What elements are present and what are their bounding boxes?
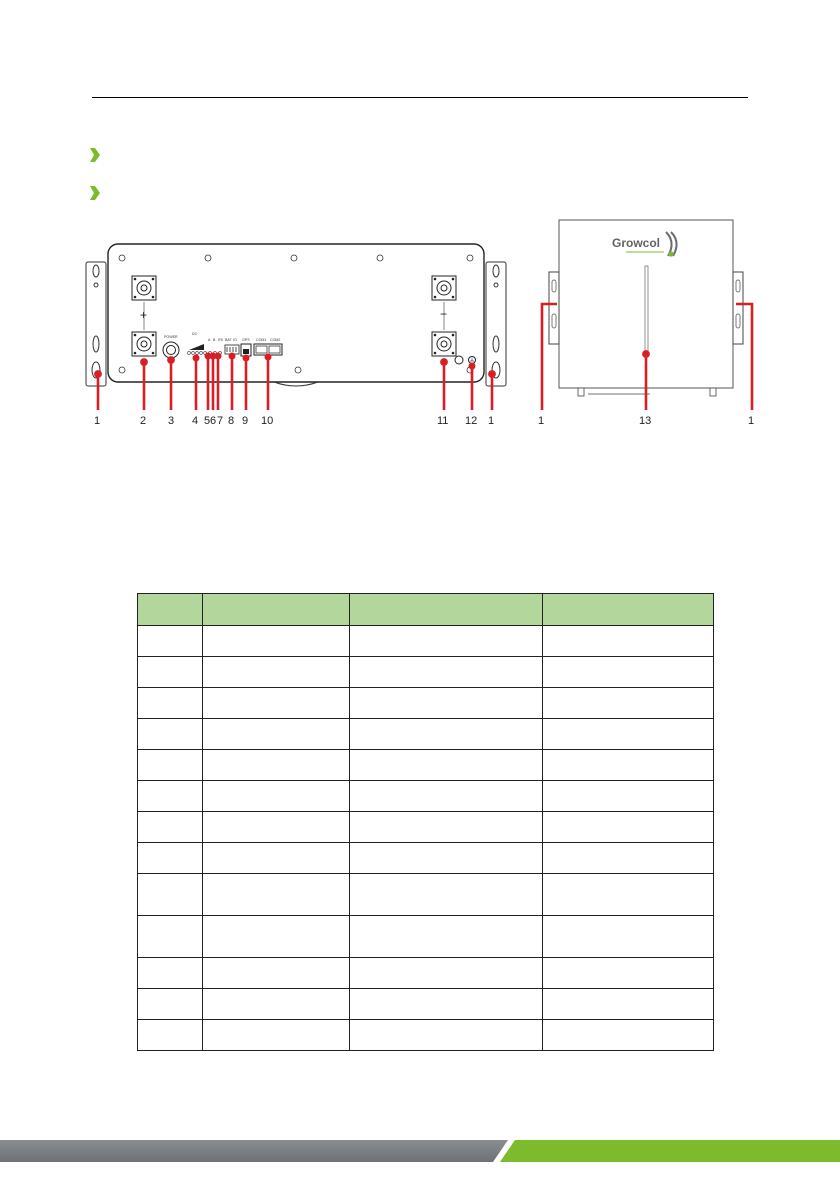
table-cell [138,843,203,874]
callout-number: 9 [242,415,249,427]
callout-number: 2 [140,415,147,427]
svg-text:A: A [208,338,211,342]
table-cell [543,874,714,916]
table-cell [350,657,543,688]
table-cell [350,812,543,843]
callout-number: 3 [168,415,175,427]
front-panel-figure [84,240,512,432]
header-cell [203,594,350,626]
callout-number: 1 [488,415,495,427]
gps-port [241,338,251,356]
bullet-arrow-icon [89,147,101,163]
table-cell [138,989,203,1020]
svg-text:IO: IO [233,338,237,342]
table-cell [203,812,350,843]
table-cell [203,781,350,812]
table-cell [543,843,714,874]
svg-text:DC: DC [192,332,198,336]
callout-number: 11 [437,415,449,427]
table-cell [138,719,203,750]
table-row [138,657,714,688]
table-cell [350,626,543,657]
table-cell [138,688,203,719]
callout-number: 4 [192,415,199,427]
callout-number: 5 [204,415,211,427]
side-view-figure [530,214,766,432]
mounting-ear-right [486,262,506,386]
table-cell [350,719,543,750]
table-cell [203,843,350,874]
table-cell [350,874,543,916]
table-cell [543,916,714,958]
table-cell [543,989,714,1020]
table-cell [203,688,350,719]
table-cell [543,688,714,719]
table-cell [203,750,350,781]
table-row [138,1020,714,1051]
callout-number: 1 [94,415,101,427]
table-cell [350,989,543,1020]
callout-number: 12 [465,415,478,427]
table-row [138,874,714,916]
callout-number: 8 [228,415,235,427]
antenna-connector-top-left [132,276,156,300]
power-switch [163,335,179,358]
table-cell [543,1020,714,1051]
table-cell [203,874,350,916]
side-bracket-right [733,272,743,344]
table-cell [543,958,714,989]
table-cell [543,657,714,688]
svg-text:GPS: GPS [242,338,250,342]
callout-number: 6 [210,415,217,427]
chassis-front [108,244,484,382]
table-row [138,781,714,812]
callout-number: 13 [639,415,652,427]
table-cell [138,626,203,657]
table-row [138,626,714,657]
mounting-ear-left [86,262,106,386]
callout-number: 1 [538,415,545,427]
minus-sign: − [440,307,448,321]
svg-text:POWER: POWER [164,335,178,339]
table-row [138,688,714,719]
table-cell [350,688,543,719]
table-cell [138,916,203,958]
table-row [138,843,714,874]
table-cell [138,657,203,688]
antenna-connector-top-right [432,276,456,300]
table-cell [138,958,203,989]
table-row [138,812,714,843]
table-cell [350,916,543,958]
table-cell [203,657,350,688]
svg-text:COM2: COM2 [270,338,281,342]
svg-text:B: B [213,338,216,342]
table-cell [138,781,203,812]
table-cell [203,1020,350,1051]
callout-number: 7 [217,415,224,427]
callout-number: 1 [748,415,755,427]
table-cell [203,958,350,989]
svg-text:COM1: COM1 [256,338,267,342]
table-row [138,958,714,989]
table-row [138,916,714,958]
header-cell [138,594,203,626]
table-cell [138,874,203,916]
svg-text:RS: RS [218,338,223,342]
table-cell [138,1020,203,1051]
table-cell [203,916,350,958]
table-row [138,719,714,750]
header-cell [350,594,543,626]
table-cell [543,750,714,781]
table-cell [138,812,203,843]
header-cell [543,594,714,626]
svg-text:Growcol: Growcol [612,236,661,250]
table-cell [350,1020,543,1051]
table-cell [203,989,350,1020]
svg-text:BAT: BAT [225,338,232,342]
table-cell [203,626,350,657]
plus-sign: + [140,308,148,322]
table-row [138,989,714,1020]
table-cell [138,750,203,781]
table-row [138,750,714,781]
side-callout-numbers [538,415,754,427]
antenna-connector-bottom-left [132,332,156,356]
table-cell [350,781,543,812]
table-header-row [138,594,714,626]
bullet-arrow-icon [89,185,101,201]
antenna-connector-bottom-right [432,332,456,356]
table-cell [350,843,543,874]
side-bracket-left [549,272,559,344]
table-cell [203,719,350,750]
callout-number: 10 [261,415,274,427]
table-cell [350,958,543,989]
table-cell [543,781,714,812]
header-rule [92,97,748,98]
table-cell [543,626,714,657]
spec-table [137,593,714,1051]
table-cell [350,750,543,781]
table-cell [543,719,714,750]
table-cell [543,812,714,843]
front-callout-numbers [94,415,494,427]
